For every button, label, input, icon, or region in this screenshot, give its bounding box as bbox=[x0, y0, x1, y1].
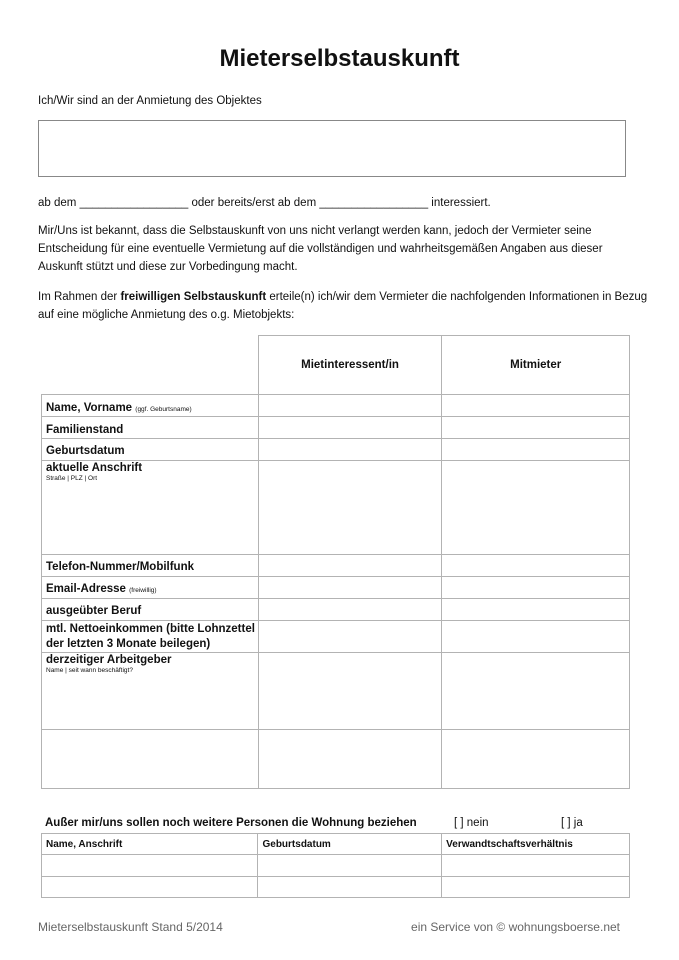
cell-geburtsdatum-mitmieter[interactable] bbox=[442, 439, 630, 461]
checkbox-ja[interactable]: [ ] ja bbox=[561, 817, 583, 829]
persons-cell[interactable] bbox=[42, 855, 258, 877]
persons-question: Außer mir/uns sollen noch weitere Personen die Wohnung beziehen bbox=[45, 817, 417, 829]
label-arbeitgeber-text: derzeitiger Arbeitgeber bbox=[46, 654, 172, 666]
persons-cell[interactable] bbox=[258, 877, 442, 898]
label-telefon-text: Telefon-Nummer/Mobilfunk bbox=[46, 561, 195, 573]
persons-table bbox=[41, 833, 630, 898]
persons-cell[interactable] bbox=[442, 877, 630, 898]
date-end: interessiert. bbox=[431, 197, 491, 209]
label-einkommen-text: mtl. Nettoeinkommen (bitte Lohnzettel der letzten 3 Monate beilegen) bbox=[46, 623, 255, 650]
date-middle: oder bereits/erst ab dem bbox=[191, 197, 317, 209]
footer-left: Mieterselbstauskunft Stand 5/2014 bbox=[38, 920, 223, 934]
notice-text: Mir/Uns ist bekannt, dass die Selbstauskunft von uns nicht verlangt werden kann, jedoch der Vermieter seine Entscheidung für eine eventuelle Vermietung auf die vollständigen und wahrheitsgemäßen Angaben aus dieser Auskunft stützt und diese zur Vorbedingung macht. bbox=[38, 225, 603, 273]
intro-text: Ich/Wir sind an der Anmietung des Objektes bbox=[38, 95, 262, 107]
cell-einkommen-mieter[interactable] bbox=[258, 621, 442, 653]
persons-row bbox=[42, 877, 630, 898]
label-familienstand-text: Familienstand bbox=[46, 424, 124, 436]
cell-email-mitmieter[interactable] bbox=[442, 577, 630, 599]
note-freiwillig: (freiwillig) bbox=[129, 587, 157, 594]
row-name bbox=[42, 395, 630, 417]
label-name: Name, Vorname bbox=[46, 402, 133, 414]
row-email bbox=[42, 577, 630, 599]
sub-arbeitgeber: Name | seit wann beschäftigt? bbox=[46, 667, 133, 674]
label-anschrift bbox=[42, 461, 259, 555]
rahmen-pre: Im Rahmen der bbox=[38, 291, 121, 303]
cell-name-mieter[interactable] bbox=[258, 395, 442, 417]
row-familienstand bbox=[42, 417, 630, 439]
persons-header-name: Name, Anschrift bbox=[42, 834, 258, 855]
persons-cell[interactable] bbox=[442, 855, 630, 877]
cell-arbeitgeber-mitmieter[interactable] bbox=[442, 653, 630, 730]
header-empty-cell bbox=[42, 336, 259, 395]
label-arbeitgeber bbox=[42, 653, 259, 730]
checkbox-nein[interactable]: [ ] nein bbox=[454, 817, 489, 829]
label-beruf bbox=[42, 599, 259, 621]
note-geburtsname: (ggf. Geburtsname) bbox=[135, 406, 192, 413]
cell-arbeitgeber-mieter[interactable] bbox=[258, 653, 442, 730]
label-name-cell bbox=[42, 395, 259, 417]
footer-right: ein Service von © wohnungsboerse.net bbox=[411, 920, 620, 934]
row-telefon bbox=[42, 555, 630, 577]
cell-extra-label[interactable] bbox=[42, 730, 259, 789]
cell-beruf-mieter[interactable] bbox=[258, 599, 442, 621]
persons-row bbox=[42, 855, 630, 877]
label-geburtsdatum bbox=[42, 439, 259, 461]
label-beruf-text: ausgeübter Beruf bbox=[46, 605, 142, 617]
rahmen-text bbox=[38, 288, 648, 324]
persons-header-geburtsdatum: Geburtsdatum bbox=[258, 834, 442, 855]
label-anschrift-text: aktuelle Anschrift bbox=[46, 462, 143, 474]
table-header-row bbox=[42, 336, 630, 395]
cell-email-mieter[interactable] bbox=[258, 577, 442, 599]
date-blank-1[interactable]: _________________ bbox=[79, 197, 189, 209]
label-email: Email-Adresse bbox=[46, 583, 126, 595]
sub-anschrift: Straße | PLZ | Ort bbox=[46, 475, 98, 482]
rahmen-post: erteile(n) ich/wir dem Vermieter die nachfolgenden Informationen in Bezug auf eine mögliche Anmietung des o.g. Mietobjekts: bbox=[38, 291, 648, 321]
row-geburtsdatum bbox=[42, 439, 630, 461]
persons-cell[interactable] bbox=[258, 855, 442, 877]
persons-header-row bbox=[42, 834, 630, 855]
row-einkommen bbox=[42, 621, 630, 653]
cell-anschrift-mitmieter[interactable] bbox=[442, 461, 630, 555]
row-extra bbox=[42, 730, 630, 789]
info-table bbox=[41, 335, 630, 789]
page-title: Mieterselbstauskunft bbox=[219, 45, 460, 72]
persons-header-verwandtschaft: Verwandtschaftsverhältnis bbox=[442, 834, 630, 855]
cell-anschrift-mieter[interactable] bbox=[258, 461, 442, 555]
cell-beruf-mitmieter[interactable] bbox=[442, 599, 630, 621]
cell-name-mitmieter[interactable] bbox=[442, 395, 630, 417]
label-familienstand bbox=[42, 417, 259, 439]
header-mietinteressent: Mietinteressent/in bbox=[258, 336, 442, 395]
label-geburtsdatum-text: Geburtsdatum bbox=[46, 445, 125, 457]
date-blank-2[interactable]: _________________ bbox=[319, 197, 429, 209]
label-einkommen bbox=[42, 621, 259, 653]
row-arbeitgeber bbox=[42, 653, 630, 730]
cell-einkommen-mitmieter[interactable] bbox=[442, 621, 630, 653]
cell-extra-mitmieter[interactable] bbox=[442, 730, 630, 789]
cell-geburtsdatum-mieter[interactable] bbox=[258, 439, 442, 461]
cell-familienstand-mitmieter[interactable] bbox=[442, 417, 630, 439]
cell-extra-mieter[interactable] bbox=[258, 730, 442, 789]
row-anschrift bbox=[42, 461, 630, 555]
cell-telefon-mieter[interactable] bbox=[258, 555, 442, 577]
rahmen-bold: freiwilligen Selbstauskunft bbox=[120, 291, 267, 303]
label-email-cell bbox=[42, 577, 259, 599]
header-mitmieter: Mitmieter bbox=[442, 336, 630, 395]
cell-telefon-mitmieter[interactable] bbox=[442, 555, 630, 577]
date-ab: ab dem bbox=[38, 197, 77, 209]
row-beruf bbox=[42, 599, 630, 621]
label-telefon bbox=[42, 555, 259, 577]
cell-familienstand-mieter[interactable] bbox=[258, 417, 442, 439]
persons-cell[interactable] bbox=[42, 877, 258, 898]
date-line bbox=[38, 194, 638, 212]
object-input-box[interactable] bbox=[38, 120, 626, 177]
